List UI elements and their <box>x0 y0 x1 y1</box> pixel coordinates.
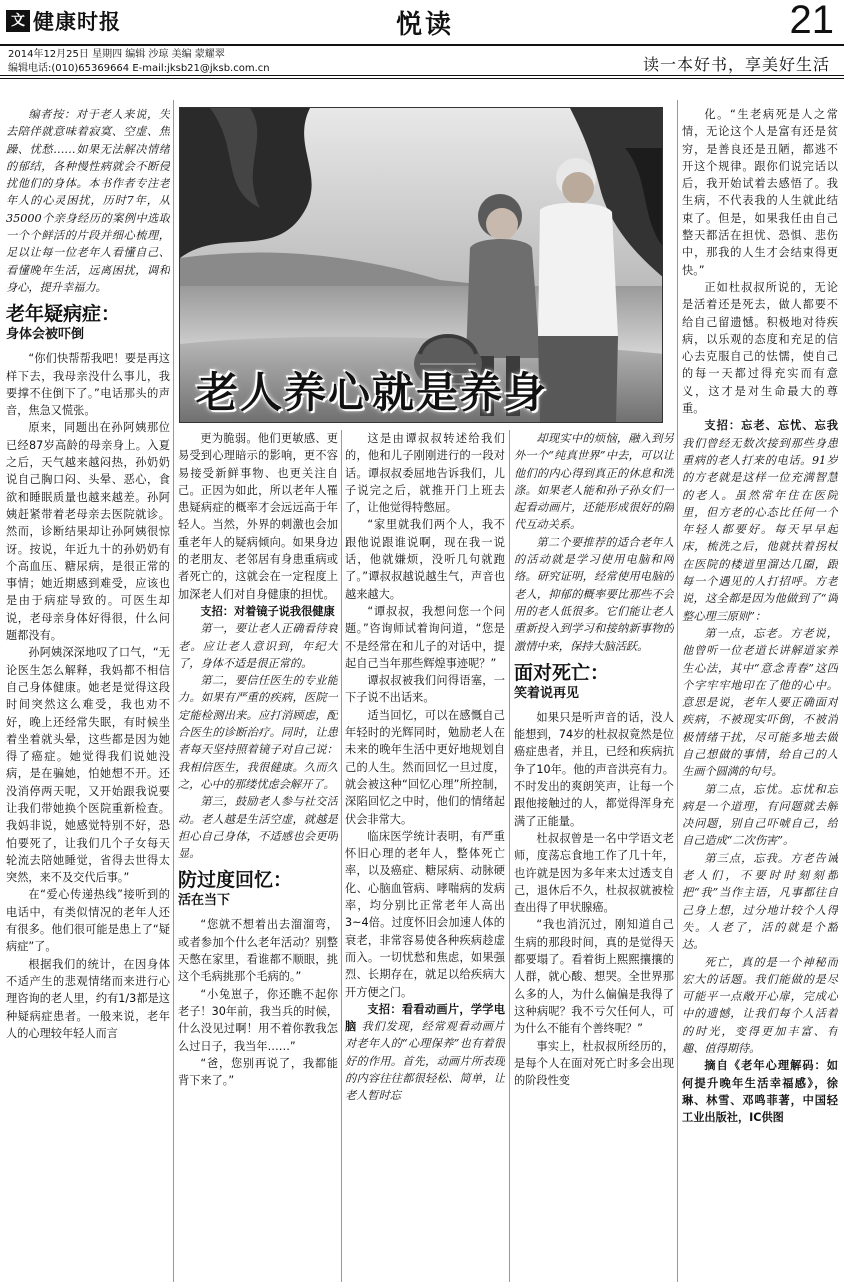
paragraph: 却现实中的烦恼，融入到另外一个“纯真世界”中去，可以让他们的内心得到真正的休息和洗涤。如果老人能和孙子孙女们一起看动画片，还能形成很好的隔代互动关系。 <box>514 432 674 532</box>
paragraph: “小兔崽子，你还瞧不起你老子！30年前，我当兵的时候，什么没见过啊！用不着你教我怎么过日子，我当年……” <box>178 987 338 1053</box>
paragraph: 原来，同题出在孙阿姨那位已经87岁高龄的母亲身上。入夏之后，天气越来越闷热，孙奶奶说自己胸口闷、头晕、恶心，食欲和睡眠质量也越来越差。孙阿姨赶紧带着老母亲去医院就诊。然而，诊断结果却让孙阿姨很惊讶。按说，年近九十的孙奶奶有个高血压、糖尿病，是很正常的事情；她近期感到难受，应该也是由于病症导致的。可医生却说，老母亲身体好得很，什么问题都没有。 <box>6 421 170 643</box>
paragraph: 死亡，真的是一个神秘而宏大的话题。我们能做的是尽可能平一点敞开心扉，完成心中的遗憾，让我们每个人活着的时光，变得更加丰富、有趣、值得期待。 <box>682 955 838 1056</box>
paragraph: 谭叔叔被我们问得语塞，一下子说不出话来。 <box>345 674 505 705</box>
paragraph: “家里就我们两个人，我不跟他说跟谁说啊，现在我一说话，他就嫌烦，没听几句就跑了。”谭叔叔越说越生气，声音也越来越大。 <box>345 518 505 601</box>
paragraph: 杜叔叔曾是一名中学语文老师，度荡忘食地工作了几十年，也许就是因为多年来太过透支自己，退休后不久，杜叔叔就被检查出得了甲状腺癌。 <box>514 831 674 915</box>
page-number: 21 <box>789 0 834 42</box>
tip-item: 第一，要让老人正确看待衰老。应让老人意识到，年纪大了，身体不适是很正常的。 <box>178 622 338 670</box>
column-5 <box>682 106 838 1282</box>
masthead <box>0 0 844 46</box>
paragraph: “谭叔叔，我想问您一个问题。”咨询师试着询问道，“您是不是经常在和儿子的对话中，提起自己当年那些辉煌事迹呢？” <box>345 604 505 670</box>
contact-line: 编辑电话:(010)65369664 E-mail:jksb21@jksb.com.cn <box>8 63 270 74</box>
section-subheading-1: 身体会被吓倒 <box>6 327 85 343</box>
tip-text: 我们曾经无数次接到那些身患重病的老人打来的电话。91岁的方老就是这样一位充满智慧的老人。虽然常年住在医院里，但方老的心态比任何一个年轻人都要好。每天早早起床，梳洗之后，他就扶着拐杖在医院的楼道里溜达几圈，跟每一个遇见的人打招呼。方老说，这全都是因为他做到了“调整心理三原则”： <box>682 436 838 623</box>
info-bar <box>0 48 844 76</box>
tip-text: 我们发现，经常观看动画片对老年人的“心理保养”也有着很好的作用。首先，动画片所表现的内容往往都很轻松、简单，让老人暂时忘 <box>345 1020 505 1103</box>
paragraph: 适当回忆，可以在感慨自己年轻时的光辉同时，勉励老人在未来的晚年生活中更好地规划自己的人生。然而回忆一旦过度，就会被这种“回忆心理”所控制，深陷回忆之中时，他们的情绪起伏会非常大。 <box>345 708 505 826</box>
section-heading-1: 老年疑病症： <box>6 303 121 326</box>
column-2 <box>178 430 338 1282</box>
paragraph: “您就不想着出去溜溜弯，或者参加个什么老年活动？别整天憋在家里，看谁都不顺眼，挑这个毛病挑那个毛病的。” <box>178 918 338 984</box>
column-4 <box>514 430 674 1282</box>
tip-label: 支招：对着镜子说我很健康 <box>200 604 335 618</box>
section-subheading-2: 活在当下 <box>178 893 231 909</box>
column-1 <box>6 106 170 1282</box>
paragraph: 根据我们的统计，在因身体不适产生的悲观情绪而来进行心理咨询的老人里，约有1/3都是这种疑病症患者。一般来说，老年人的心理较年轻人而言 <box>6 957 170 1040</box>
tip-item: 第三，鼓励老人参与社交活动。老人越是生活空虚，就越是担心自己身体，不适感也会更明显。 <box>178 795 338 861</box>
column-divider <box>509 430 510 1282</box>
column-divider <box>677 100 678 1282</box>
paragraph: 在“爱心传递热线”接听到的电话中，有类似情况的老年人还有很多。他们很可能是患上了“疑病症”了。 <box>6 888 170 954</box>
tip-item: 第二，要信任医生的专业能力。如果有严重的疾病，医院一定能检测出来。应打消顾虑，配合医生的诊断治疗。同时，让患者每天坚持照着镜子对自己说：我相信医生，我很健康。久而久之，心中的那缕忧虑会解开了。 <box>178 674 338 791</box>
logo-text: 健康时报 <box>33 9 121 34</box>
paragraph: 更为脆弱。他们更敏感、更易受到心理暗示的影响，更不容易接受新鲜事物、也更关注自己。正因为如此，所以老年人罹患疑病症的概率才会远远高于年轻人。当然，外界的刺激也会加重老年人的疑病倾向。如果身边的老朋友、老邻居有身患重病或者死亡的，这就会在一定程度上加深老人们对自身健康的担忧。 <box>178 432 338 601</box>
tip-label: 支招：看看动画片，学学电脑 <box>345 1002 505 1034</box>
paragraph: 第二个要推荐的适合老年人的活动就是学习使用电脑和网络。研究证明，经常使用电脑的老人，抑郁的概率要比那些不会用的老人低很多。它们能让老人重新投入到学习和接纳新事物的激情中来，保持大脑活跃。 <box>514 535 674 653</box>
paragraph: “爸，您别再说了，我都能背下来了。” <box>178 1056 338 1088</box>
editor-note: 编者按：对于老人来说，失去陪伴就意味着寂寞、空虚、焦躁、忧愁……如果无法解决情绪的郁结，各种慢性病就会不断侵扰他们的身体。本书作者专注老年人的心灵困扰，历时7年，从35000个亲身经历的案例中选取一个个鲜活的片段并细心梳理，足以让每一位老年人看懂自己、看懂晚年生活，远离困扰，调和身心，提升幸福力。 <box>6 108 170 294</box>
tip-label: 支招：忘老、忘忧、忘我 <box>704 419 838 433</box>
section-title: 悦读 <box>395 10 454 40</box>
section-heading-3: 面对死亡： <box>514 661 610 684</box>
newspaper-logo <box>6 8 121 34</box>
paragraph: 正如杜叔叔所说的，无论是活着还是死去，做人都要不给自己留遗憾。积极地对待疾病，以乐观的态度和充足的信心去克服自己的怯懦，使自己的每一天都过得充实而有意义，这才是对生命最大的尊重。 <box>682 280 838 416</box>
slogan: 读一本好书，享美好生活 <box>642 55 830 74</box>
paragraph: 如果只是听声音的话，没人能想到，74岁的杜叔叔竟然是位癌症患者，并且，已经和疾病抗争了10年。他的声音洪亮有力。不时发出的爽朗笑声，让每一个跟他接触过的人，都觉得浑身充满了正能量。 <box>514 710 674 828</box>
date-editor-line: 2014年12月25日 星期四 编辑 沙琼 美编 蒙耀翠 <box>8 49 225 60</box>
article-headline: 老人养心就是养身 <box>196 368 549 417</box>
paragraph: “我也消沉过，刚知道自己生病的那段时间，真的是觉得天都要塌了。看着街上熙熙攘攘的人群，就心酸、想哭。全世界那么多的人，为什么偏偏是我得了这种病呢？我不亏欠任何人，可为什么不能有个善终呢？” <box>514 918 674 1036</box>
paragraph: “你们快帮帮我吧！要是再这样下去，我母亲没什么事儿，我要撑不住倒下了。”电话那头的声音，焦急又慌张。 <box>6 352 170 418</box>
paragraph: 化。“生老病死是人之常情，无论这个人是富有还是贫穷，是善良还是丑陋，都逃不开这个规律。跟你们说完话以后，我开始试着去感悟了。我生病，不代表我的人生就此结束了。但是，如果我任由自己整天都活在担忧、恐惧、悲伤中，那我的人生才会结束得更快。” <box>682 108 838 277</box>
column-divider <box>341 430 342 1282</box>
paragraph: 事实上，杜叔叔所经历的，是每个人在面对死亡时多会出现的阶段性变 <box>514 1039 674 1088</box>
tip-item: 第二点，忘忧。忘忧和忘病是一个道理，有问题就去解决问题，别自己吓唬自己，给自己造成“二次伤害”。 <box>682 782 838 848</box>
logo-mark-icon: 文 <box>6 10 30 32</box>
paragraph: 临床医学统计表明，有严重怀旧心理的老年人，整体死亡率，以及癌症、糖尿病、动脉硬化、心脑血管病、哮喘病的发病率，均分别比正常老年人高出3~4倍。过度怀旧会加速人体的衰老，非常容易使各种疾病趁虚而入。一切忧愁和焦虑，如果强烈、长期存在，就足以给疾病大开方便之门。 <box>345 829 505 999</box>
paragraph: 孙阿姨深深地叹了口气，“无论医生怎么解释，我妈都不相信自己身体健康。她老是觉得这段时间突然这么难受，我也劝不好，晚上还经常失眠，有时候坐着坐着就头晕，这些都是因为她得了癌症。她觉得我们说她没病，是在骗她，怕她想不开。还没消停两天呢，又开始跟我说要让我们带她换个医院重新检查。我妈非说，她感觉特别不好，恐怕要死了，让我们几个子女每天轮流去陪她睡觉，省得去世得太突然，来不及交代后事。” <box>6 646 170 885</box>
header-rule <box>0 78 844 79</box>
tip-item: 第三点，忘我。方老告诫老人们，不要时时刻刻都把“我”当作主语，凡事都往自己身上想，过分地计较个人得失。人老了，活的就是个豁达。 <box>682 851 838 952</box>
section-subheading-3: 笑着说再见 <box>514 685 580 701</box>
paragraph: 这是由谭叔叔转述给我们的，他和儿子刚刚进行的一段对话。谭叔叔委屈地告诉我们，儿子说完之后，就推开门上班去了，让他觉得特憋屈。 <box>345 432 505 515</box>
section-heading-2: 防过度回忆： <box>178 869 293 892</box>
tip-item: 第一点，忘老。方老说，他曾听一位老道长讲解道家养生心法，其中“意念青春”这四个字牢牢地印在了他的心中。意思是说，老年人要正确面对疾病，不被现实吓倒，不被消极情绪干扰，尽可能多地去做自己想做的事情，给自己的人生画个圆满的句号。 <box>682 626 838 779</box>
column-3 <box>345 430 505 1282</box>
source-credit: 摘自《老年心理解码：如何提升晚年生活幸福感》，徐琳、林雪、邓鸣菲著，中国轻工业出版社，IC供图 <box>682 1059 838 1125</box>
column-divider <box>173 100 174 1282</box>
